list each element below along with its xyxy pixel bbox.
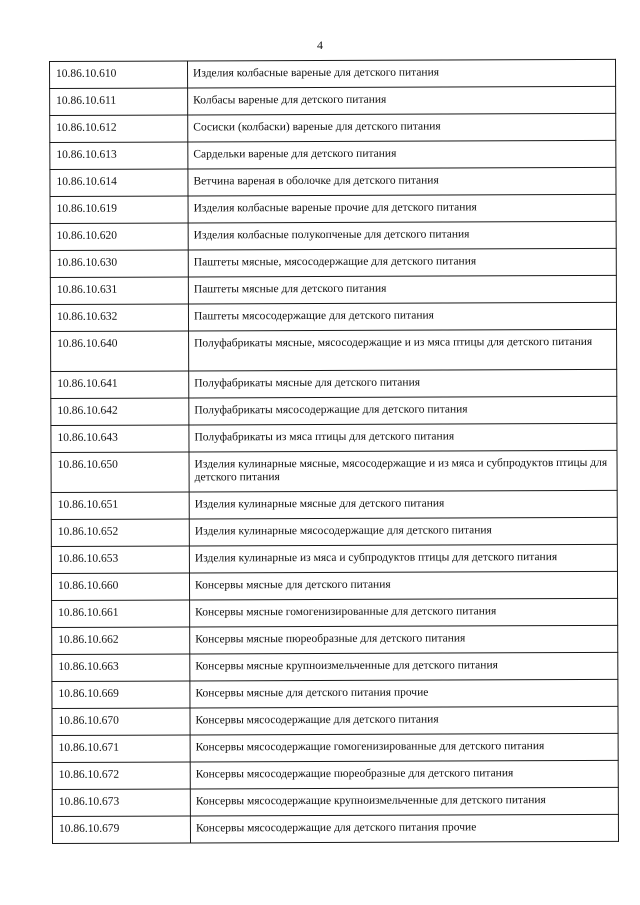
row-code: 10.86.10.653	[51, 546, 189, 574]
table-row	[51, 329, 617, 371]
row-name: Полуфабрикаты мясные, мясосодержащие и из мяса птицы для детского питания	[189, 329, 617, 371]
table-row	[50, 221, 616, 250]
row-code: 10.86.10.641	[51, 371, 189, 399]
row-name: Консервы мясные крупноизмельченные для детского питания	[190, 652, 618, 681]
row-name: Паштеты мясосодержащие для детского питания	[188, 302, 616, 331]
classification-table	[49, 59, 619, 844]
table-row	[50, 194, 616, 223]
row-name: Паштеты мясные, мясосодержащие для детского питания	[188, 248, 616, 277]
row-code: 10.86.10.611	[50, 88, 188, 116]
table-row	[50, 113, 616, 142]
row-name: Изделия кулинарные мясные для детского питания	[189, 490, 617, 519]
row-code: 10.86.10.679	[52, 816, 190, 844]
row-name: Изделия кулинарные мясосодержащие для детского питания	[189, 517, 617, 546]
row-name: Консервы мясные для детского питания	[189, 571, 617, 600]
row-name: Паштеты мясные для детского питания	[188, 275, 616, 304]
row-code: 10.86.10.612	[50, 115, 188, 143]
table-row	[51, 490, 617, 519]
row-code: 10.86.10.620	[50, 223, 188, 251]
table-row	[50, 59, 616, 88]
row-code: 10.86.10.619	[50, 196, 188, 224]
row-name: Изделия колбасные вареные для детского питания	[188, 59, 616, 88]
row-code: 10.86.10.671	[52, 735, 190, 763]
table-row	[52, 787, 618, 816]
table-row	[51, 517, 617, 546]
row-name: Изделия кулинарные из мяса и субпродуктов птицы для детского питания	[189, 544, 617, 573]
row-code: 10.86.10.643	[51, 425, 189, 453]
row-name: Изделия колбасные вареные прочие для детского питания	[188, 194, 616, 223]
row-code: 10.86.10.651	[51, 492, 189, 520]
row-name: Полуфабрикаты из мяса птицы для детского питания	[189, 423, 617, 452]
row-code: 10.86.10.673	[52, 789, 190, 817]
table-row	[52, 814, 618, 843]
row-code: 10.86.10.663	[52, 654, 190, 682]
table-row	[51, 423, 617, 452]
table-row	[51, 571, 617, 600]
row-name: Консервы мясные для детского питания прочие	[190, 679, 618, 708]
table-row	[51, 544, 617, 573]
row-code: 10.86.10.670	[52, 708, 190, 736]
table-row	[52, 652, 618, 681]
table-row	[52, 598, 618, 627]
table-row	[50, 248, 616, 277]
table-row	[52, 625, 618, 654]
row-code: 10.86.10.610	[50, 61, 188, 89]
table-row	[52, 733, 618, 762]
row-name: Консервы мясосодержащие для детского питания	[190, 706, 618, 735]
row-name: Ветчина вареная в оболочке для детского питания	[188, 167, 616, 196]
row-code: 10.86.10.640	[51, 331, 189, 372]
row-name: Полуфабрикаты мясосодержащие для детского питания	[189, 396, 617, 425]
table-row	[51, 396, 617, 425]
row-name: Изделия кулинарные мясные, мясосодержащие и из мяса и субпродуктов птицы для детского питания	[189, 450, 617, 492]
row-code: 10.86.10.660	[51, 573, 189, 601]
row-name: Консервы мясосодержащие гомогенизированные для детского питания	[190, 733, 618, 762]
row-name: Полуфабрикаты мясные для детского питания	[189, 369, 617, 398]
row-name: Консервы мясосодержащие для детского питания прочие	[190, 814, 618, 843]
row-code: 10.86.10.632	[50, 304, 188, 332]
row-name: Консервы мясосодержащие крупноизмельченные для детского питания	[190, 787, 618, 816]
row-name: Консервы мясные гомогенизированные для детского питания	[190, 598, 618, 627]
table-row	[50, 275, 616, 304]
row-name: Колбасы вареные для детского питания	[188, 86, 616, 115]
table-row	[52, 679, 618, 708]
table-row	[50, 86, 616, 115]
row-code: 10.86.10.642	[51, 398, 189, 426]
table-row	[51, 369, 617, 398]
row-code: 10.86.10.662	[52, 627, 190, 655]
row-name: Изделия колбасные полукопченые для детского питания	[188, 221, 616, 250]
page-number: 4	[317, 38, 323, 52]
table-row	[50, 167, 616, 196]
row-code: 10.86.10.613	[50, 142, 188, 170]
row-code: 10.86.10.652	[51, 519, 189, 547]
row-code: 10.86.10.661	[52, 600, 190, 628]
row-name: Сардельки вареные для детского питания	[188, 140, 616, 169]
table-row	[51, 450, 617, 492]
row-name: Сосиски (колбаски) вареные для детского питания	[188, 113, 616, 142]
row-code: 10.86.10.672	[52, 762, 190, 790]
row-name: Консервы мясосодержащие пюреобразные для детского питания	[190, 760, 618, 789]
table-row	[52, 706, 618, 735]
row-code: 10.86.10.614	[50, 169, 188, 197]
table-row	[50, 302, 616, 331]
row-name: Консервы мясные пюреобразные для детского питания	[190, 625, 618, 654]
row-code: 10.86.10.669	[52, 681, 190, 709]
row-code: 10.86.10.650	[51, 452, 189, 493]
table-row	[50, 140, 616, 169]
row-code: 10.86.10.631	[50, 277, 188, 305]
table-row	[52, 760, 618, 789]
classification-table-body	[50, 59, 619, 843]
row-code: 10.86.10.630	[50, 250, 188, 278]
